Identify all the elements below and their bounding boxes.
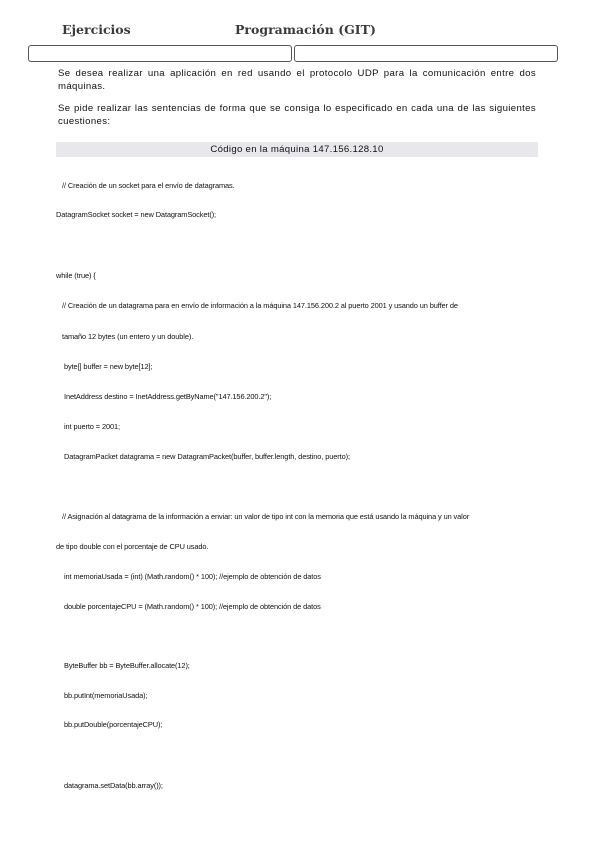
header-title-left: Ejercicios bbox=[62, 22, 131, 37]
code-comment-datagram-2: tamaño 12 bytes (un entero y un double). bbox=[62, 332, 194, 341]
code-line-cpu: double porcentajeCPU = (Math.random() * 100); //ejemplo de obtención de datos bbox=[64, 602, 321, 611]
intro-paragraph-1: Se desea realizar una aplicación en red usando el protocolo UDP para la comunicación entre dos máquinas. bbox=[58, 68, 536, 92]
code-comment-assign-1: // Asignación al datagrama de la información a enviar: un valor de tipo int con la memoria que está usando la máquina y un valor bbox=[62, 512, 470, 521]
code-line-while: while (true) { bbox=[56, 271, 96, 280]
code-line-puerto: int puerto = 2001; bbox=[64, 422, 120, 431]
code-comment-socket: // Creación de un socket para el envío de datagramas. bbox=[62, 181, 235, 190]
name-field-left[interactable] bbox=[28, 45, 292, 62]
code-line-bytebuffer: ByteBuffer bb = ByteBuffer.allocate(12); bbox=[64, 661, 190, 670]
intro-paragraph-2: Se pide realizar las sentencias de forma que se consiga lo especificado en cada una de las siguientes cuestiones: bbox=[58, 103, 536, 127]
header-title-center: Programación (GIT) bbox=[235, 22, 376, 37]
name-field-right[interactable] bbox=[294, 45, 558, 62]
code-comment-assign-2: de tipo double con el porcentaje de CPU usado. bbox=[56, 542, 209, 551]
code-line-socket: DatagramSocket socket = new DatagramSocket(); bbox=[56, 210, 217, 219]
code-line-memoria: int memoriaUsada = (int) (Math.random() * 100); //ejemplo de obtención de datos bbox=[64, 572, 321, 581]
code-line-putdouble: bb.putDouble(porcentajeCPU); bbox=[64, 720, 163, 729]
code-line-datagram-packet: DatagramPacket datagrama = new DatagramPacket(buffer, buffer.length, destino, puerto); bbox=[64, 452, 350, 461]
code-line-setdata: datagrama.setData(bb.array()); bbox=[64, 781, 163, 790]
code-line-putint: bb.putInt(memoriaUsada); bbox=[64, 691, 148, 700]
section-heading: Código en la máquina 147.156.128.10 bbox=[56, 142, 538, 157]
code-comment-datagram-1: // Creación de un datagrama para en envío de información a la máquina 147.156.200.2 al puerto 2001 y usando un buffer de bbox=[62, 301, 458, 310]
code-line-destino: InetAddress destino = InetAddress.getByName("147.156.200.2"); bbox=[64, 392, 272, 401]
code-line-buffer: byte[] buffer = new byte[12]; bbox=[64, 362, 153, 371]
